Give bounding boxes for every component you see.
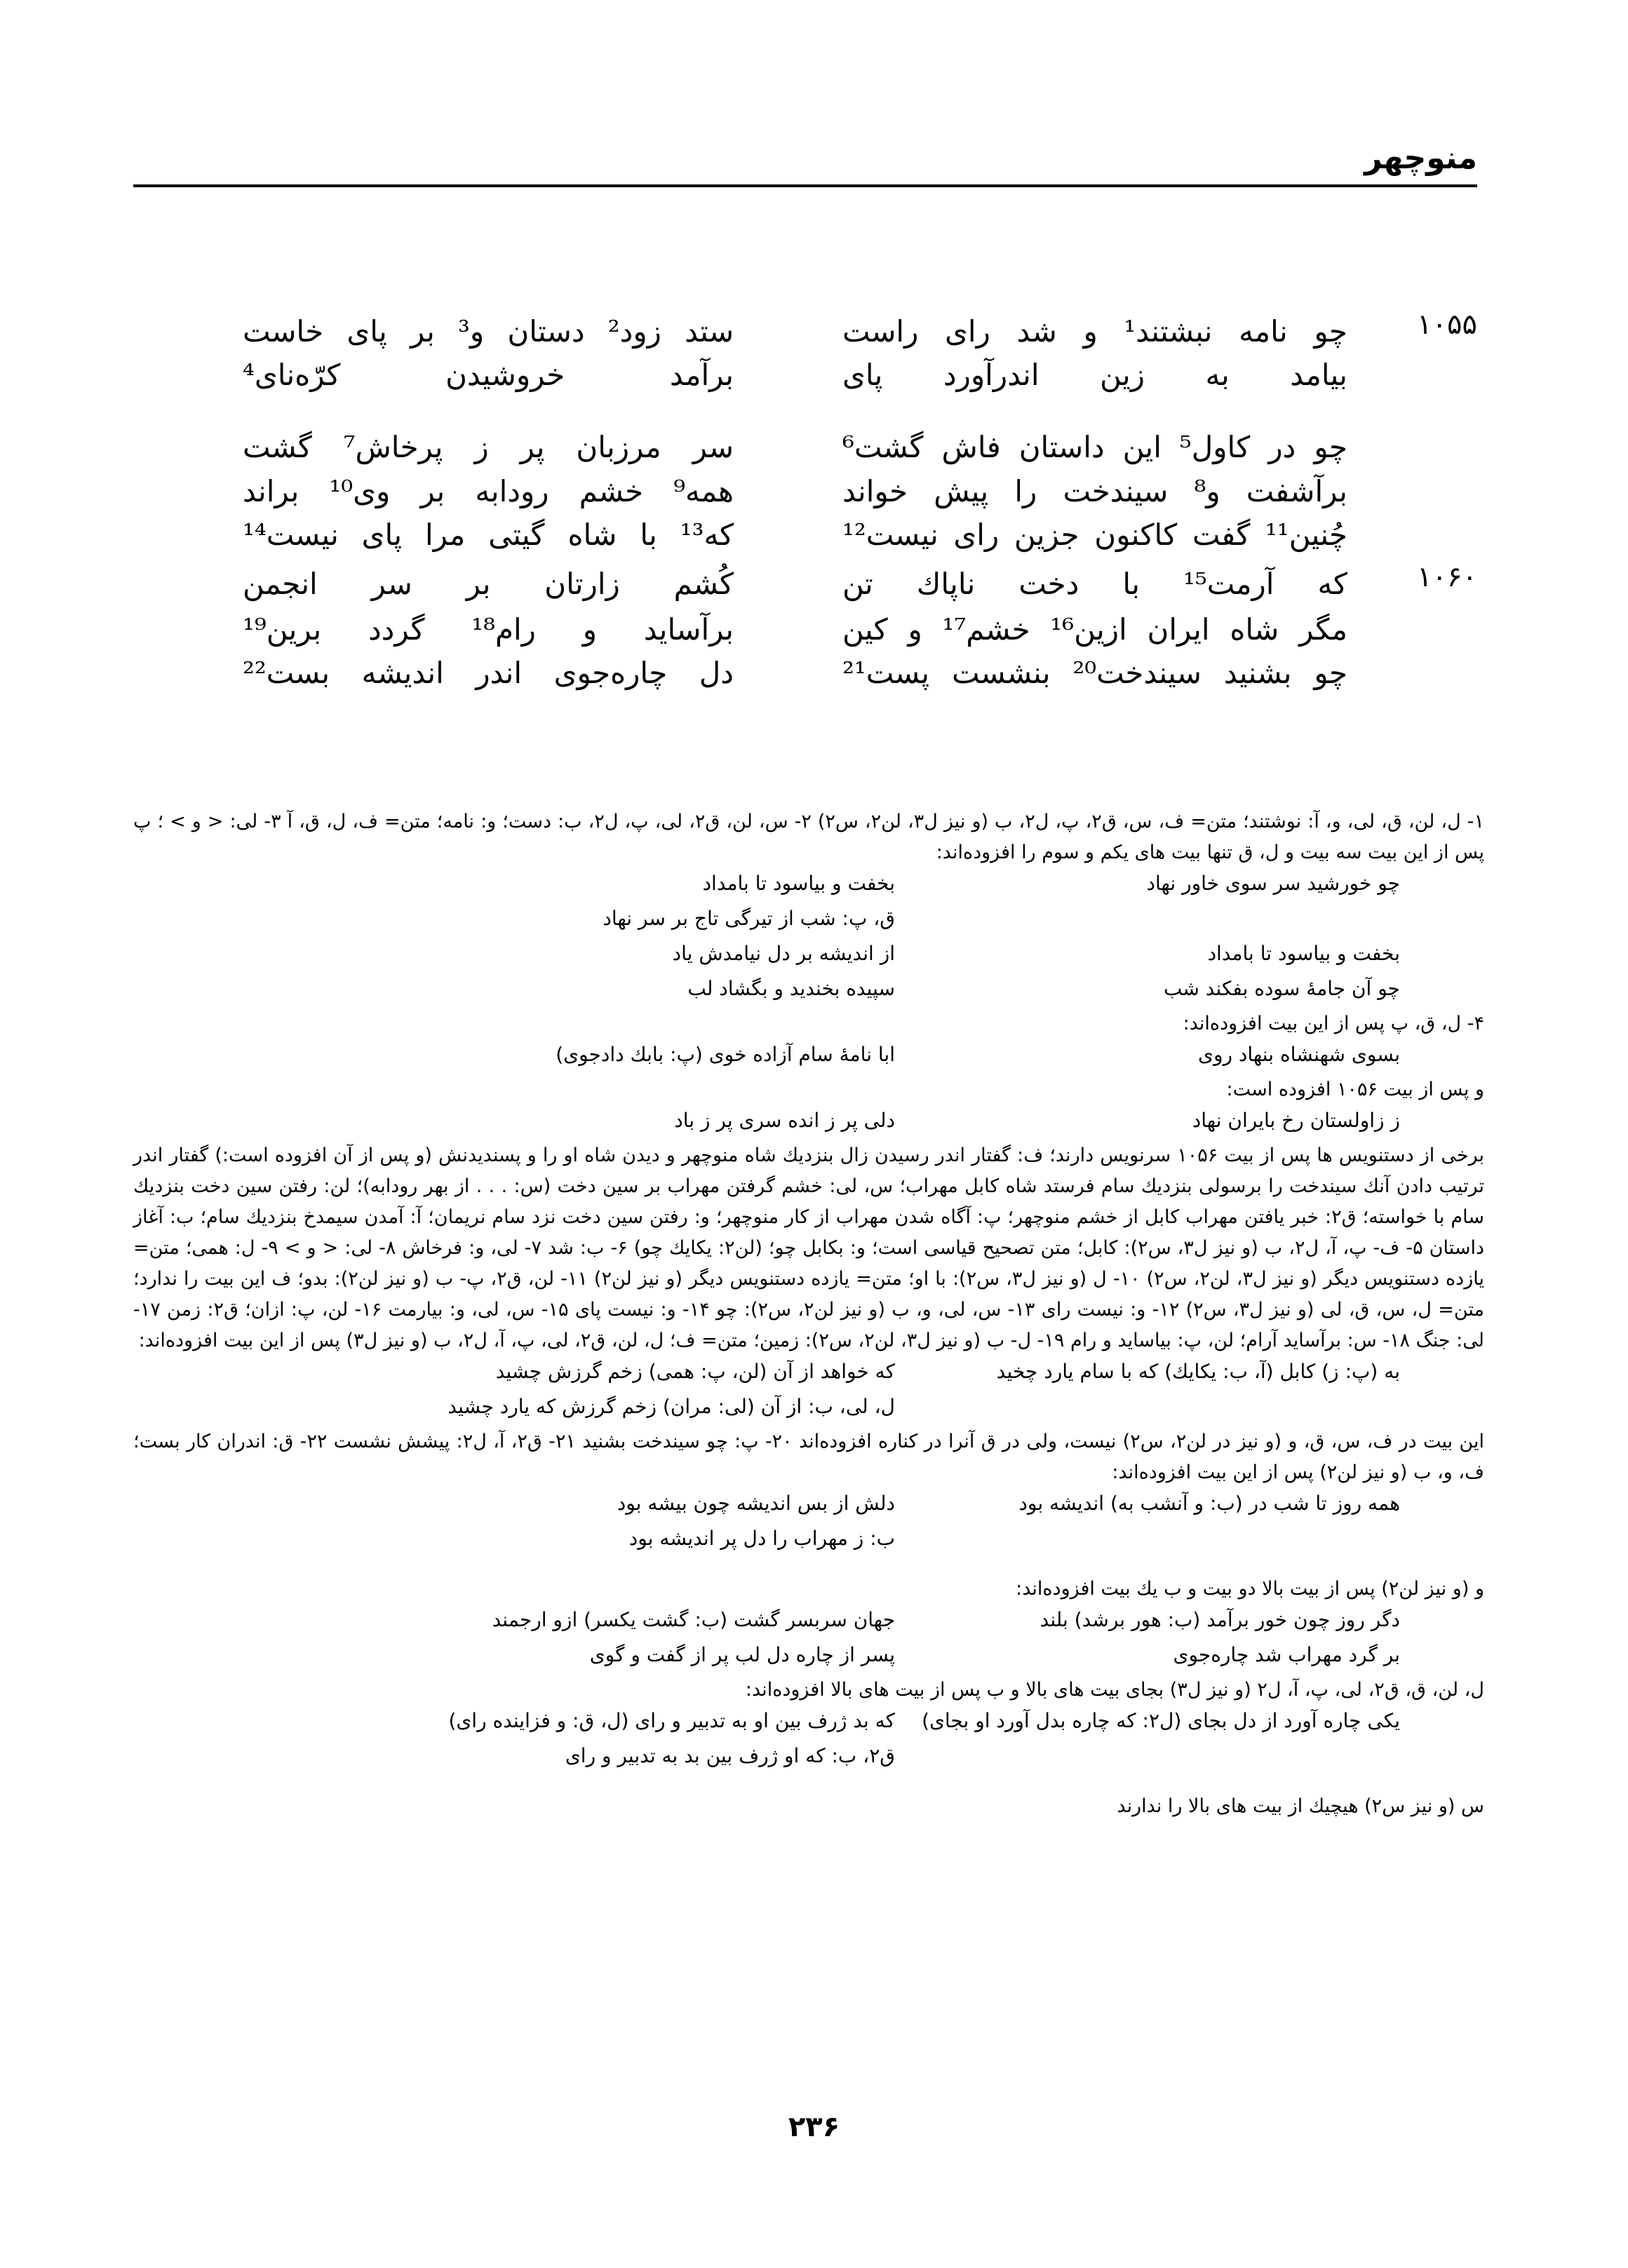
hemistich-first: برآشفت و⁸ سیندخت را پیش خواند	[842, 474, 1347, 508]
hemistich-second: که بد ژرف بین او به تدبیر و رای (ل، ق: و فزاینده رای)	[448, 1709, 895, 1732]
variant-reading	[133, 903, 1484, 938]
hemistich-second: برآساید و رام¹⁸ گردد برین¹⁹	[243, 612, 734, 647]
hemistich-second: که¹³ با شاه گیتی مرا پای نیست¹⁴	[243, 518, 734, 552]
variant-reading	[133, 1741, 1484, 1776]
apparatus-note: و پس از بیت ۱۰۵۶ افزوده است:	[1226, 1079, 1484, 1100]
apparatus-note: برخی از دستنویس ها پس از بیت ۱۰۵۶ سرنویس دارند؛ ف: گفتار اندر رسیدن زال بنزدیك شاه منوچهر و دیدن شاه او را و پسندیدنش (و پس از آن افزوده است:) گفتار اندر ترتیب دادن آنك سیندخت را برسولی بنزدیك سام فرستد شاه کابل مهراب؛ س، لی: خشم گرفتن مهراب بر سین دخت (س: . . . از بهر رودابه)؛ لن: رفتن سین دخت بنزدیك سام با خواسته؛ ق۲: خبر یافتن مهراب کابل از خشم منوچهر؛ پ: آگاه شدن مهراب از کار منوچهر؛ و: رفتن سین دخت نزد سام نریمان؛ آ: آمدن سیمدخ بنزدیك سام؛ ب: آغاز داستان ۵- ف- پ، آ، ل۲، ب (و نیز ل۳، س۲): کابل؛ متن تصحیح قیاسی است؛ و: بکابل چو؛ (لن۲: یکایك چو) ۶- ب: شد ۷- لی، و: فرخاش ۸- لی: < و > ۹- ل: همی؛ متن= یازده دستنویس دیگر (و نیز ل۳، لن۲، س۲) ۱۰- ل (و نیز ل۳، س۲): با او؛ متن= یازده دستنویس دیگر (و نیز لن۲) ۱۱- لن، ق۲، پ- ب (و نیز لن۲): بدو؛ ف این بیت را ندارد؛ متن= ل، س، ق، لی (و نیز ل۳، س۲) ۱۲- و: نیست رای ۱۳- س، لی، و، ب (و نیز لن۲، س۲): چو ۱۴- و: نیست پای ۱۵- س، لی، و: بیارمت ۱۶- لن، پ: ازان؛ ق۲: زمن ۱۷- لی: جنگ ۱۸- س: برآساید آرام؛ لن، پ: بیاساید و رام ۱۹- ل- ب (و نیز ل۳، لن۲، س۲): زمین؛ متن= ف؛ ل، لن، ق۲، لی، پ، آ، ل۲، ب (و نیز ل۳) پس از این بیت افزوده‌اند:	[133, 1145, 1484, 1351]
page-number: ۲۳۶	[788, 2111, 840, 2143]
hemistich-second: پسر از چاره دل لب پر از گفت و گوی	[589, 1643, 895, 1666]
apparatus-note: ۴- ل، ق، پ پس از این بیت افزوده‌اند:	[1183, 1013, 1484, 1034]
header-rule	[133, 184, 1477, 187]
apparatus-note: ۱- ل، لن، ق، لی، و، آ: نوشتند؛ متن= ف، س، ق۲، پ، ل۲، ب (و نیز ل۳، لن۲، س۲) ۲- س، لن، ق۲، لی، پ، ل۲، ب: دست؛ و: نامه؛ متن= ف، ل، ق، آ ۳- لی: < و > ؛ پ پس از این بیت سه بیت و ل، ق تنها بیت های یکم و سوم را افزوده‌اند:	[133, 811, 1484, 863]
hemistich-first: چو نامه نبشتند¹ و شد رای راست	[842, 314, 1347, 349]
spacer	[133, 1558, 1484, 1574]
verse-number: ۱۰۵۵	[1417, 309, 1477, 341]
hemistich-first: به (پ: ز) کابل (آ، ب: یکایك) که با سام یارد چخید	[996, 1360, 1400, 1383]
hemistich-second: کُشم زارتان بر سر انجمن	[243, 567, 734, 601]
verse-number: ۱۰۶۰	[1417, 561, 1477, 593]
hemistich-first: چو در کاول⁵ این داستان فاش گشت⁶	[842, 430, 1347, 464]
hemistich-first: چو خورشید سر سوی خاور نهاد	[1146, 872, 1400, 895]
apparatus-verse	[133, 973, 1484, 1008]
apparatus-verse	[133, 1039, 1484, 1074]
apparatus-note: ل، لن، ق، ق۲، لی، پ، آ، ل۲ (و نیز ل۳) بجای بیت های بالا و ب پس از بیت های بالا افزوده‌اند:	[745, 1679, 1484, 1701]
variant-reading	[133, 1523, 1484, 1558]
running-title: منوچهر	[1364, 140, 1477, 176]
hemistich-second: برآمد خروشیدن کرّه‌نای⁴	[243, 358, 734, 392]
hemistich-second: ابا نامهٔ سام آزاده خوی (پ: بابك دادجوی)	[556, 1043, 895, 1066]
apparatus-verse	[133, 1356, 1484, 1391]
hemistich-second: دلش از بس اندیشه چون بیشه بود	[617, 1492, 895, 1515]
apparatus-verse	[133, 868, 1484, 903]
apparatus-verse	[133, 1488, 1484, 1523]
apparatus-verse	[133, 1105, 1484, 1140]
apparatus-note: این بیت در ف، س، ق، و (و نیز در لن۲، س۲) نیست، ولی در ق آنرا در کناره افزوده‌اند ۲۰- پ: چو سیندخت بشنید ۲۱- ق۲، آ، ل۲: پیشش نشست ۲۲- ق: اندران کار بست؛ ف، و، ب (و نیز لن۲) پس از این بیت افزوده‌اند:	[133, 1431, 1485, 1483]
variant-text: ب: ز مهراب را دل پر اندیشه بود	[628, 1527, 895, 1550]
apparatus-note: و (و نیز لن۲) پس از بیت بالا دو بیت و ب یك بیت افزوده‌اند:	[1016, 1578, 1484, 1600]
hemistich-first: چو آن جامهٔ سوده بفکند شب	[1163, 977, 1400, 1000]
hemistich-first: دگر روز چون خور برآمد (ب: هور برشد) بلند	[1040, 1608, 1400, 1631]
apparatus-verse	[133, 1605, 1484, 1640]
hemistich-first: ز زاولستان رخ بایران نهاد	[1192, 1109, 1400, 1132]
hemistich-first: یکی چاره آورد از دل بجای (ل۲: که چاره بدل آورد او بجای)	[922, 1709, 1400, 1732]
hemistich-second: از اندیشه بر دل نیامدش یاد	[672, 942, 895, 965]
variant-text: ل، لی، ب: از آن (لی: مران) زخم گرزش که یارد چشید	[448, 1395, 895, 1418]
hemistich-first: بخفت و بیاسود تا بامداد	[1207, 942, 1400, 965]
hemistich-second: جهان سربسر گشت (ب: گشت یکسر) ازو ارجمند	[492, 1608, 895, 1631]
hemistich-first: بسوی شهنشاه بنهاد روی	[1198, 1043, 1400, 1066]
hemistich-first: که آرمت¹⁵ با دخت ناپاك تن	[842, 567, 1347, 601]
hemistich-first: مگر شاه ایران ازین¹⁶ خشم¹⁷ و کین	[842, 612, 1348, 647]
critical-apparatus	[133, 806, 1484, 1822]
hemistich-first: همه روز تا شب در (ب: و آنشب به) اندیشه بود	[1018, 1492, 1400, 1515]
variant-reading	[133, 1391, 1484, 1426]
apparatus-verse	[133, 1706, 1484, 1741]
hemistich-second: بخفت و بیاسود تا بامداد	[702, 872, 895, 895]
apparatus-verse	[133, 938, 1484, 973]
hemistich-second: همه⁹ خشم رودابه بر وی¹⁰ براند	[243, 474, 734, 508]
hemistich-second: سر مرزبان پر ز پرخاش⁷ گشت	[243, 430, 734, 464]
hemistich-second: دلی پر ز انده سری پر ز باد	[674, 1109, 895, 1132]
variant-text: ق، پ: شب از تیرگی تاج بر سر نهاد	[603, 907, 895, 930]
hemistich-first: بیامد به زین اندرآورد پای	[842, 358, 1347, 392]
hemistich-second: که خواهد از آن (لن، پ: همی) زخم گرزش چشید	[495, 1360, 895, 1383]
hemistich-first: چُنین¹¹ گفت کاکنون جزین رای نیست¹²	[842, 518, 1347, 552]
hemistich-first: بر گرد مهراب شد چاره‌جوی	[1173, 1643, 1400, 1666]
hemistich-second: ستد زود² دستان و³ بر پای خاست	[243, 314, 734, 349]
apparatus-note: س (و نیز س۲) هیچیك از بیت های بالا را ندارند	[1117, 1795, 1484, 1817]
apparatus-verse	[133, 1640, 1484, 1675]
hemistich-second: دل چاره‌جوی اندر اندیشه بست²²	[243, 656, 734, 690]
hemistich-second: سپیده بخندید و بگشاد لب	[687, 977, 895, 1000]
spacer	[133, 1776, 1484, 1791]
variant-text: ق۲، ب: که او ژرف بین بد به تدبیر و رای	[565, 1744, 895, 1767]
hemistich-first: چو بشنید سیندخت²⁰ بنشست پست²¹	[842, 656, 1347, 690]
